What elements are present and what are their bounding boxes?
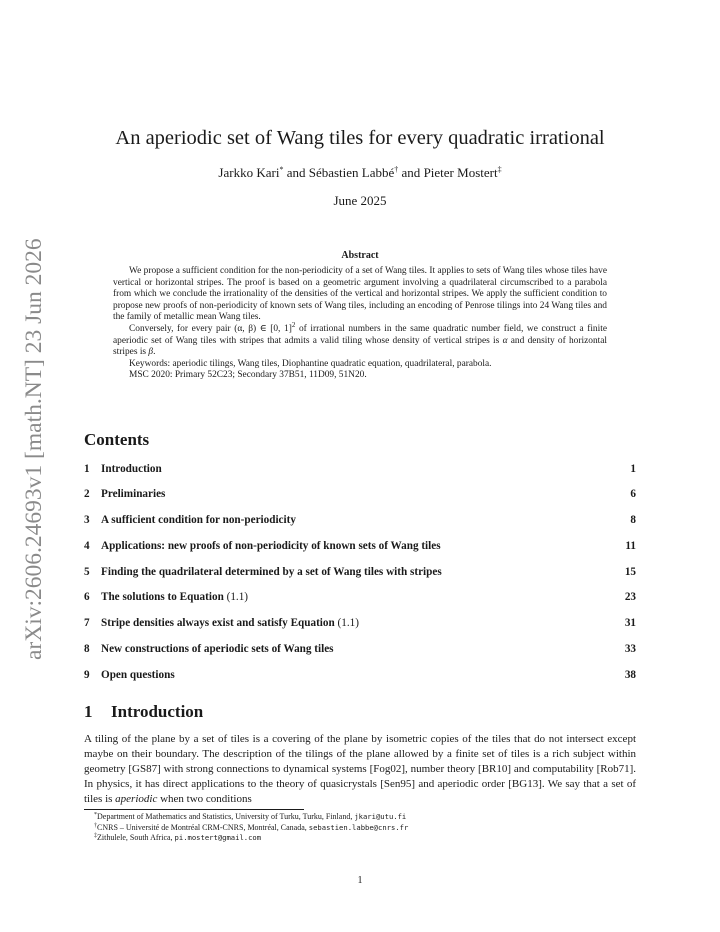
emphasized-term: aperiodic bbox=[115, 793, 158, 805]
toc-number: 7 bbox=[84, 617, 90, 629]
toc-page: 38 bbox=[624, 669, 636, 681]
toc-number: 9 bbox=[84, 669, 90, 681]
toc-number: 2 bbox=[84, 488, 90, 500]
paper-title: An aperiodic set of Wang tiles for every quadratic irrational bbox=[115, 127, 605, 149]
section-heading-introduction bbox=[84, 702, 203, 722]
toc-entry-open-questions[interactable] bbox=[84, 668, 636, 682]
abstract-text: of irrational numbers in the same quadratic number field, we construct a finite aperiodic set of Wang tiles with stripes that admits a valid tiling whose density of vertical stripes is bbox=[113, 323, 607, 346]
abstract-text: and density of horizontal stripes is bbox=[113, 335, 608, 358]
abstract-text: . bbox=[153, 347, 156, 358]
footnote-rule bbox=[84, 809, 304, 810]
body-text: when two conditions bbox=[157, 793, 252, 805]
toc-entry-stripe-densities[interactable] bbox=[84, 616, 636, 630]
toc-number: 1 bbox=[84, 463, 90, 475]
toc-label: Open questions bbox=[101, 669, 175, 681]
affiliation-mark: † bbox=[394, 165, 399, 174]
toc-page: 31 bbox=[624, 617, 636, 629]
author-name: Sébastien Labbé bbox=[308, 165, 395, 180]
abstract-paragraph bbox=[113, 320, 608, 359]
toc-label bbox=[101, 590, 248, 604]
toc-label-text: The solutions to Equation bbox=[101, 591, 227, 603]
abstract-text: Conversely, for every pair bbox=[129, 323, 235, 334]
msc-line: MSC 2020: Primary 52C23; Secondary 37B51, 11D09, 51N20. bbox=[129, 370, 367, 381]
toc-label: Applications: new proofs of non-periodicity of known sets of Wang tiles bbox=[101, 540, 441, 552]
affiliation-mark: ‡ bbox=[497, 165, 502, 174]
body-paragraph bbox=[84, 732, 636, 807]
page-number: 1 bbox=[357, 875, 363, 886]
equation-reference-link[interactable]: (1.1) bbox=[337, 617, 359, 629]
toc-entry-sufficient-condition[interactable] bbox=[84, 513, 636, 527]
toc-page: 1 bbox=[630, 463, 636, 475]
footnote bbox=[84, 823, 636, 834]
toc-entry-applications[interactable] bbox=[84, 539, 636, 553]
abstract-text: ∈ [0, 1] bbox=[256, 323, 292, 334]
toc-label bbox=[101, 616, 359, 630]
author-name: Jarkko Kari bbox=[218, 165, 280, 180]
footnote-text: Zithulele, South Africa, bbox=[97, 833, 175, 842]
toc-page: 33 bbox=[624, 643, 636, 655]
toc-number: 3 bbox=[84, 514, 90, 526]
toc-label: A sufficient condition for non-periodicity bbox=[101, 514, 296, 526]
abstract-body bbox=[113, 266, 607, 382]
toc-label: Introduction bbox=[101, 463, 162, 475]
section-number: 1 bbox=[84, 702, 93, 721]
toc-label: Finding the quadrilateral determined by a set of Wang tiles with stripes bbox=[101, 566, 442, 578]
author-line bbox=[84, 165, 636, 181]
publication-date: June 2025 bbox=[333, 193, 387, 208]
section-title: Introduction bbox=[111, 702, 204, 721]
author-name: Pieter Mostert bbox=[423, 165, 498, 180]
arxiv-identifier-stamp: arXiv:2606.24693v1 [math.NT] 23 Jun 2026 bbox=[21, 238, 47, 660]
toc-page: 8 bbox=[630, 514, 636, 526]
toc-number: 4 bbox=[84, 540, 90, 552]
toc-page: 15 bbox=[624, 566, 636, 578]
footnote-mark: * bbox=[94, 812, 97, 818]
toc-label: Preliminaries bbox=[101, 488, 166, 500]
introduction-paragraph bbox=[84, 732, 636, 807]
keywords-line: Keywords: aperiodic tilings, Wang tiles, Diophantine quadratic equation, quadrilateral, parabola. bbox=[129, 358, 492, 369]
toc-page: 23 bbox=[624, 591, 636, 603]
math-exponent: 2 bbox=[291, 320, 296, 329]
toc-entry-solutions-equation[interactable] bbox=[84, 590, 636, 604]
footnotes bbox=[84, 812, 636, 844]
footnote-text: Department of Mathematics and Statistics, University of Turku, Turku, Finland, bbox=[97, 812, 355, 821]
email-link[interactable]: jkari@utu.fi bbox=[354, 812, 407, 821]
toc-number: 6 bbox=[84, 591, 90, 603]
toc-page: 11 bbox=[625, 540, 636, 552]
body-text: A tiling of the plane by a set of tiles is a covering of the plane by isometric copies of the tiles that do not intersect except maybe on their boundary. The description of the tilings of the plane allowed by a finite set of tiles is a rich subject within geometry [GS87] with strong connections to dynamical systems [Fog02], number theory [BR10] and computability [Rob71]. In physics, it has direct applications to the theory of quasicrystals [Sen95] and aperiodic order [BG13]. We say that a set of tiles is bbox=[84, 733, 636, 805]
toc-number: 8 bbox=[84, 643, 90, 655]
toc-entry-new-constructions[interactable] bbox=[84, 642, 636, 656]
toc-entry-introduction[interactable] bbox=[84, 462, 636, 476]
math-beta: β bbox=[148, 347, 154, 358]
footnote-mark: ‡ bbox=[94, 833, 97, 839]
toc-entry-preliminaries[interactable] bbox=[84, 487, 636, 501]
author-separator: and bbox=[398, 165, 424, 180]
footnote-mark: † bbox=[94, 822, 97, 829]
toc-entry-finding-quadrilateral[interactable] bbox=[84, 565, 636, 579]
abstract-heading: Abstract bbox=[341, 250, 379, 261]
abstract-paragraph: We propose a sufficient condition for the non-periodicity of a set of Wang tiles. It applies to sets of Wang tiles whose tiles have vertical or horizontal stripes. The proof is based on a geometric argument involving a quadrilateral circumscribed to a parabola from which we conclude the irrationality of the densities of the vertical and horizontal stripes. We apply the sufficient condition to propose new proofs of non-periodicity of known sets of Wang tiles, including an encoding of Penrose tilings into 24 Wang tiles and the family of metallic mean Wang tiles. bbox=[113, 266, 607, 323]
contents-heading: Contents bbox=[84, 430, 150, 449]
toc-number: 5 bbox=[84, 566, 90, 578]
footnote bbox=[84, 833, 636, 844]
author-separator: and bbox=[283, 165, 309, 180]
toc-label: New constructions of aperiodic sets of Wang tiles bbox=[101, 643, 334, 655]
affiliation-mark: * bbox=[279, 165, 284, 174]
email-link[interactable]: sebastien.labbe@cnrs.fr bbox=[308, 822, 409, 832]
footnote-text: CNRS – Université de Montréal CRM-CNRS, Montréal, Canada, bbox=[97, 822, 309, 832]
math-pair: (α, β) bbox=[234, 323, 257, 334]
math-alpha: α bbox=[502, 335, 508, 346]
email-link[interactable]: pi.mostert@gmail.com bbox=[174, 833, 262, 842]
footnote bbox=[84, 812, 636, 823]
equation-reference-link[interactable]: (1.1) bbox=[226, 591, 249, 603]
toc-page: 6 bbox=[630, 488, 636, 500]
toc-label-text: Stripe densities always exist and satisfy Equation bbox=[101, 617, 338, 629]
